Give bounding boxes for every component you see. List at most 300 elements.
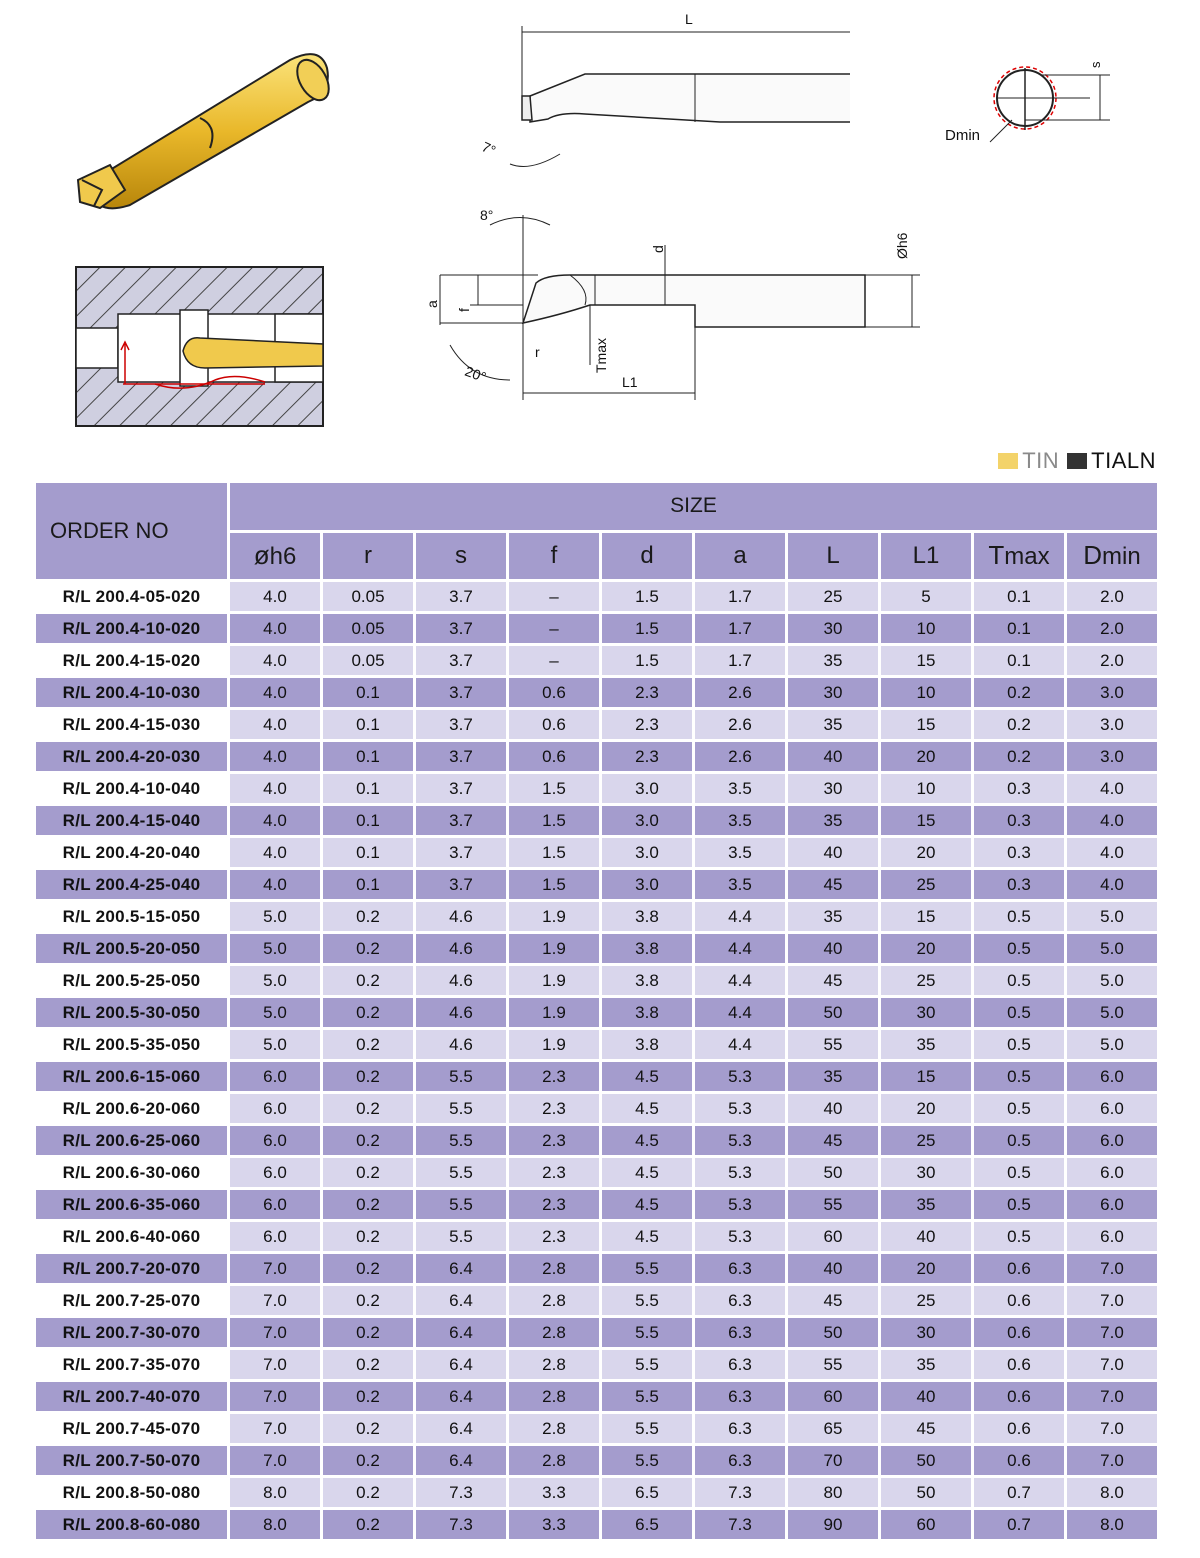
- table-cell: 5.0: [230, 998, 320, 1027]
- table-row: [36, 742, 1157, 771]
- table-cell: 5.3: [695, 1158, 785, 1187]
- tialn-label: TIALN: [1091, 448, 1156, 473]
- column-header-main: L1: [912, 541, 940, 569]
- table-cell: 35: [788, 646, 878, 675]
- table-cell: 4.0: [1067, 838, 1157, 867]
- table-cell: 6.0: [1067, 1094, 1157, 1123]
- table-cell: 2.6: [695, 678, 785, 707]
- table-cell: 6.3: [695, 1382, 785, 1411]
- table-cell: 0.1: [323, 870, 413, 899]
- table-cell: 0.2: [323, 1510, 413, 1539]
- table-cell: 15: [881, 1062, 971, 1091]
- table-cell: 90: [788, 1510, 878, 1539]
- table-cell: 6.0: [1067, 1190, 1157, 1219]
- table-cell: 10: [881, 614, 971, 643]
- table-cell: 6.4: [416, 1446, 506, 1475]
- table-cell: 0.1: [974, 582, 1064, 611]
- table-cell: 0.5: [974, 1062, 1064, 1091]
- table-cell: 5.5: [416, 1222, 506, 1251]
- table-cell: 0.2: [323, 1318, 413, 1347]
- table-cell: 0.1: [323, 806, 413, 835]
- table-row: [36, 582, 1157, 611]
- table-cell: 5.5: [602, 1286, 692, 1315]
- table-cell: 2.0: [1067, 646, 1157, 675]
- table-cell: 5.0: [1067, 998, 1157, 1027]
- table-cell: 7.0: [230, 1414, 320, 1443]
- table-cell: 0.2: [323, 934, 413, 963]
- table-cell: 10: [881, 774, 971, 803]
- table-cell: 4.4: [695, 934, 785, 963]
- table-cell: 7.0: [230, 1382, 320, 1411]
- table-cell: 5.3: [695, 1062, 785, 1091]
- table-cell: 3.7: [416, 646, 506, 675]
- table-cell: 15: [881, 646, 971, 675]
- table-cell: 3.8: [602, 934, 692, 963]
- table-cell: 8.0: [230, 1510, 320, 1539]
- coating-legend: [998, 448, 1156, 474]
- table-cell: 2.8: [509, 1382, 599, 1411]
- table-cell: 4.5: [602, 1094, 692, 1123]
- table-cell: 6.4: [416, 1318, 506, 1347]
- table-cell: 70: [788, 1446, 878, 1475]
- table-cell: 3.7: [416, 806, 506, 835]
- table-cell: 50: [788, 998, 878, 1027]
- table-cell: 4.6: [416, 1030, 506, 1059]
- table-cell: 1.5: [509, 870, 599, 899]
- table-cell: 7.3: [695, 1478, 785, 1507]
- table-cell: 30: [788, 614, 878, 643]
- table-cell: 0.6: [974, 1318, 1064, 1347]
- table-cell: 30: [881, 998, 971, 1027]
- table-cell: 2.3: [509, 1094, 599, 1123]
- table-cell: 3.7: [416, 710, 506, 739]
- table-cell: 0.2: [323, 1286, 413, 1315]
- table-cell: 0.2: [323, 998, 413, 1027]
- table-cell: 1.7: [695, 614, 785, 643]
- table-cell: 0.2: [323, 1158, 413, 1187]
- table-cell: 4.6: [416, 934, 506, 963]
- table-cell: 0.2: [974, 710, 1064, 739]
- table-cell: 0.1: [323, 742, 413, 771]
- table-cell: 5.3: [695, 1094, 785, 1123]
- table-cell: 5.5: [416, 1158, 506, 1187]
- table-cell: 6.0: [1067, 1222, 1157, 1251]
- table-row: [36, 1478, 1157, 1507]
- table-cell: 0.2: [323, 1222, 413, 1251]
- table-cell: 1.5: [509, 806, 599, 835]
- table-cell: 3.0: [602, 870, 692, 899]
- table-cell: 0.2: [323, 1446, 413, 1475]
- table-cell: 0.5: [974, 1222, 1064, 1251]
- table-cell: 4.4: [695, 902, 785, 931]
- table-cell: 7.3: [695, 1510, 785, 1539]
- column-header-suffix: max: [1004, 543, 1050, 571]
- table-cell: 4.0: [1067, 774, 1157, 803]
- column-header-main: T: [988, 540, 1005, 571]
- table-cell: 35: [788, 1062, 878, 1091]
- table-cell: 0.2: [323, 1414, 413, 1443]
- order-number-cell: R/L 200.7-40-070: [36, 1382, 227, 1411]
- column-header: [974, 533, 1064, 580]
- table-row: [36, 1286, 1157, 1315]
- table-cell: 3.5: [695, 838, 785, 867]
- table-cell: 0.3: [974, 838, 1064, 867]
- order-number-cell: R/L 200.4-10-040: [36, 774, 227, 803]
- table-header-row-1: [36, 483, 1157, 530]
- table-cell: 6.0: [230, 1126, 320, 1155]
- table-cell: 1.7: [695, 582, 785, 611]
- table-cell: 0.2: [323, 1190, 413, 1219]
- table-cell: 0.6: [509, 742, 599, 771]
- table-cell: 35: [881, 1030, 971, 1059]
- table-cell: 2.0: [1067, 582, 1157, 611]
- dim-label-s: s: [1088, 61, 1103, 68]
- table-cell: 6.0: [1067, 1126, 1157, 1155]
- table-cell: 3.0: [1067, 742, 1157, 771]
- column-header-suffix: min: [1102, 543, 1141, 571]
- table-cell: 6.0: [230, 1190, 320, 1219]
- table-cell: 6.0: [1067, 1062, 1157, 1091]
- table-cell: 2.8: [509, 1286, 599, 1315]
- column-header: [881, 533, 971, 580]
- table-row: [36, 1222, 1157, 1251]
- column-header: [1067, 533, 1157, 580]
- table-cell: 40: [881, 1382, 971, 1411]
- table-cell: 0.6: [974, 1350, 1064, 1379]
- table-cell: 1.5: [602, 582, 692, 611]
- table-cell: 0.1: [974, 614, 1064, 643]
- table-cell: 3.8: [602, 902, 692, 931]
- order-number-cell: R/L 200.6-20-060: [36, 1094, 227, 1123]
- order-number-cell: R/L 200.4-20-030: [36, 742, 227, 771]
- order-no-header: ORDER NO: [36, 483, 227, 579]
- table-row: [36, 998, 1157, 1027]
- table-cell: 30: [788, 678, 878, 707]
- table-cell: 40: [788, 1094, 878, 1123]
- table-cell: 5.5: [602, 1350, 692, 1379]
- table-cell: 7.3: [416, 1510, 506, 1539]
- table-cell: 2.3: [509, 1158, 599, 1187]
- column-header: [788, 533, 878, 580]
- table-cell: 3.0: [1067, 678, 1157, 707]
- table-cell: 0.2: [323, 1030, 413, 1059]
- column-header-main: f: [550, 541, 558, 569]
- table-cell: 7.0: [230, 1446, 320, 1475]
- table-row: [36, 1030, 1157, 1059]
- order-number-cell: R/L 200.6-15-060: [36, 1062, 227, 1091]
- table-row: [36, 1414, 1157, 1443]
- table-cell: 3.7: [416, 838, 506, 867]
- table-row: [36, 1382, 1157, 1411]
- table-cell: 0.3: [974, 806, 1064, 835]
- dim-label-d: d: [650, 245, 666, 253]
- table-row: [36, 646, 1157, 675]
- table-cell: 6.3: [695, 1286, 785, 1315]
- table-cell: 7.0: [1067, 1446, 1157, 1475]
- column-header-main: L: [826, 541, 840, 569]
- table-cell: 0.6: [974, 1286, 1064, 1315]
- table-cell: 4.6: [416, 998, 506, 1027]
- table-cell: 0.2: [323, 1478, 413, 1507]
- column-header: [695, 533, 785, 580]
- table-cell: 0.1: [323, 774, 413, 803]
- table-cell: 0.6: [974, 1254, 1064, 1283]
- table-cell: 5.5: [602, 1414, 692, 1443]
- table-cell: 0.2: [323, 902, 413, 931]
- table-cell: 55: [788, 1030, 878, 1059]
- table-cell: 6.0: [230, 1062, 320, 1091]
- table-cell: 3.0: [602, 838, 692, 867]
- table-cell: 0.3: [974, 774, 1064, 803]
- table-cell: 8.0: [1067, 1478, 1157, 1507]
- column-header-main: r: [364, 541, 372, 569]
- table-cell: 3.8: [602, 998, 692, 1027]
- table-cell: 0.05: [323, 614, 413, 643]
- table-cell: 50: [881, 1478, 971, 1507]
- table-cell: 1.9: [509, 1030, 599, 1059]
- table-cell: 5.3: [695, 1190, 785, 1219]
- table-cell: 2.3: [509, 1222, 599, 1251]
- table-cell: 8.0: [1067, 1510, 1157, 1539]
- table-row: [36, 1510, 1157, 1539]
- table-cell: 0.6: [974, 1382, 1064, 1411]
- column-header: [323, 533, 413, 580]
- table-cell: 0.5: [974, 1158, 1064, 1187]
- table-cell: 2.8: [509, 1446, 599, 1475]
- table-cell: 3.7: [416, 774, 506, 803]
- table-cell: 5.3: [695, 1126, 785, 1155]
- table-cell: 25: [881, 966, 971, 995]
- table-cell: 60: [881, 1510, 971, 1539]
- table-cell: 15: [881, 806, 971, 835]
- table-cell: 45: [788, 1126, 878, 1155]
- table-cell: 6.0: [230, 1094, 320, 1123]
- table-cell: 0.05: [323, 582, 413, 611]
- order-number-cell: R/L 200.5-15-050: [36, 902, 227, 931]
- table-row: [36, 774, 1157, 803]
- column-header-main: a: [733, 541, 747, 569]
- column-header: [509, 533, 599, 580]
- table-cell: 0.1: [974, 646, 1064, 675]
- table-row: [36, 1094, 1157, 1123]
- tool-end-view-drawing: [940, 40, 1110, 190]
- table-cell: 4.6: [416, 966, 506, 995]
- table-cell: 0.5: [974, 1190, 1064, 1219]
- table-cell: 25: [881, 1126, 971, 1155]
- table-cell: 1.5: [602, 614, 692, 643]
- table-cell: 1.5: [602, 646, 692, 675]
- table-cell: 50: [881, 1446, 971, 1475]
- table-cell: 4.0: [230, 646, 320, 675]
- table-cell: 7.0: [1067, 1414, 1157, 1443]
- table-cell: 3.5: [695, 774, 785, 803]
- table-cell: 6.4: [416, 1382, 506, 1411]
- table-row: [36, 1318, 1157, 1347]
- table-cell: 7.0: [230, 1350, 320, 1379]
- table-cell: 1.7: [695, 646, 785, 675]
- table-cell: 30: [881, 1318, 971, 1347]
- table-cell: 3.5: [695, 806, 785, 835]
- tool-side-view-drawing: [410, 205, 930, 405]
- table-cell: 6.3: [695, 1318, 785, 1347]
- table-cell: 1.9: [509, 934, 599, 963]
- order-number-cell: R/L 200.7-50-070: [36, 1446, 227, 1475]
- table-cell: 5.5: [416, 1190, 506, 1219]
- table-cell: 6.0: [1067, 1158, 1157, 1187]
- table-cell: 25: [881, 870, 971, 899]
- tin-label: TIN: [1022, 448, 1060, 473]
- table-cell: 10: [881, 678, 971, 707]
- table-cell: 0.5: [974, 934, 1064, 963]
- table-cell: 0.2: [323, 1094, 413, 1123]
- table-cell: 8.0: [230, 1478, 320, 1507]
- tool-top-view-drawing: [470, 4, 850, 174]
- table-row: [36, 806, 1157, 835]
- table-cell: 0.1: [323, 838, 413, 867]
- table-cell: 6.3: [695, 1254, 785, 1283]
- table-cell: 0.1: [323, 710, 413, 739]
- legend-item-tialn: [1067, 448, 1156, 474]
- technical-drawings: [0, 0, 1200, 440]
- table-cell: 6.0: [230, 1158, 320, 1187]
- table-cell: 3.7: [416, 742, 506, 771]
- table-cell: 7.0: [1067, 1286, 1157, 1315]
- table-cell: 6.3: [695, 1350, 785, 1379]
- table-cell: 45: [788, 1286, 878, 1315]
- table-cell: 40: [788, 742, 878, 771]
- dim-label-tmax: Tmax: [593, 338, 609, 373]
- order-number-cell: R/L 200.5-25-050: [36, 966, 227, 995]
- column-header-suffix: h6: [269, 543, 297, 571]
- legend-item-tin: [998, 448, 1059, 474]
- table-cell: 80: [788, 1478, 878, 1507]
- table-cell: 1.9: [509, 998, 599, 1027]
- table-cell: 5.0: [230, 1030, 320, 1059]
- table-cell: 3.5: [695, 870, 785, 899]
- table-row: [36, 934, 1157, 963]
- table-cell: 3.0: [602, 806, 692, 835]
- order-number-cell: R/L 200.5-20-050: [36, 934, 227, 963]
- table-cell: 20: [881, 1254, 971, 1283]
- table-body: [36, 582, 1157, 1539]
- table-cell: 40: [788, 934, 878, 963]
- table-cell: 0.1: [323, 678, 413, 707]
- order-number-cell: R/L 200.5-30-050: [36, 998, 227, 1027]
- table-row: [36, 614, 1157, 643]
- table-cell: 55: [788, 1190, 878, 1219]
- table-cell: 3.0: [602, 774, 692, 803]
- table-cell: 4.0: [230, 614, 320, 643]
- table-cell: 1.9: [509, 902, 599, 931]
- boring-application-illustration: [75, 266, 325, 428]
- table-row: [36, 1254, 1157, 1283]
- table-cell: 40: [788, 1254, 878, 1283]
- table-cell: 65: [788, 1414, 878, 1443]
- table-cell: 0.2: [974, 742, 1064, 771]
- table-cell: 5.5: [602, 1254, 692, 1283]
- table-cell: 20: [881, 742, 971, 771]
- dim-label-f: f: [456, 308, 472, 312]
- table-cell: 0.5: [974, 1030, 1064, 1059]
- table-cell: 3.3: [509, 1510, 599, 1539]
- table-cell: 0.6: [974, 1414, 1064, 1443]
- table-cell: 2.3: [509, 1126, 599, 1155]
- order-number-cell: R/L 200.7-25-070: [36, 1286, 227, 1315]
- table-cell: 2.8: [509, 1350, 599, 1379]
- table-cell: 2.8: [509, 1414, 599, 1443]
- table-cell: 7.3: [416, 1478, 506, 1507]
- table-cell: 4.5: [602, 1190, 692, 1219]
- table-cell: 30: [788, 774, 878, 803]
- column-header-main: s: [455, 541, 467, 569]
- table-cell: 5.5: [416, 1126, 506, 1155]
- table-cell: 0.3: [974, 870, 1064, 899]
- order-number-cell: R/L 200.4-20-040: [36, 838, 227, 867]
- order-number-cell: R/L 200.4-15-020: [36, 646, 227, 675]
- table-cell: 7.0: [230, 1286, 320, 1315]
- table-cell: 0.2: [323, 1382, 413, 1411]
- table-cell: 0.5: [974, 1126, 1064, 1155]
- table-cell: 7.0: [1067, 1382, 1157, 1411]
- tialn-swatch: [1067, 453, 1087, 469]
- tool-3d-illustration: [70, 30, 340, 220]
- table-cell: 5.0: [1067, 966, 1157, 995]
- table-cell: 7.0: [230, 1318, 320, 1347]
- table-cell: 5.0: [230, 966, 320, 995]
- order-number-cell: R/L 200.7-20-070: [36, 1254, 227, 1283]
- order-number-cell: R/L 200.7-45-070: [36, 1414, 227, 1443]
- table-cell: 2.8: [509, 1254, 599, 1283]
- table-cell: 0.7: [974, 1510, 1064, 1539]
- table-cell: 0.5: [974, 998, 1064, 1027]
- table-cell: 7.0: [1067, 1254, 1157, 1283]
- column-header-main: D: [1083, 540, 1103, 571]
- table-cell: 15: [881, 902, 971, 931]
- column-header-main: ø: [253, 540, 270, 571]
- table-cell: 5.5: [602, 1382, 692, 1411]
- order-number-cell: R/L 200.4-05-020: [36, 582, 227, 611]
- table-cell: 4.4: [695, 998, 785, 1027]
- tin-swatch: [998, 453, 1018, 469]
- order-number-cell: R/L 200.5-35-050: [36, 1030, 227, 1059]
- table-cell: 4.5: [602, 1222, 692, 1251]
- order-number-cell: R/L 200.4-15-040: [36, 806, 227, 835]
- table-cell: 3.8: [602, 966, 692, 995]
- order-number-cell: R/L 200.6-30-060: [36, 1158, 227, 1187]
- table-cell: –: [509, 614, 599, 643]
- table-cell: 2.3: [509, 1062, 599, 1091]
- table-cell: 25: [881, 1286, 971, 1315]
- table-cell: 2.3: [602, 742, 692, 771]
- table-row: [36, 1158, 1157, 1187]
- table-row: [36, 1350, 1157, 1379]
- table-cell: 2.6: [695, 742, 785, 771]
- table-cell: 5.0: [1067, 902, 1157, 931]
- table-cell: 35: [788, 806, 878, 835]
- table-row: [36, 710, 1157, 739]
- order-specification-table: [33, 480, 1160, 1542]
- table-row: [36, 1062, 1157, 1091]
- table-row: [36, 1126, 1157, 1155]
- table-cell: 60: [788, 1382, 878, 1411]
- order-number-cell: R/L 200.8-60-080: [36, 1510, 227, 1539]
- table-cell: 4.4: [695, 966, 785, 995]
- table-cell: 4.0: [1067, 870, 1157, 899]
- table-cell: 45: [788, 966, 878, 995]
- table-cell: 4.5: [602, 1158, 692, 1187]
- table-cell: 4.0: [230, 710, 320, 739]
- table-row: [36, 966, 1157, 995]
